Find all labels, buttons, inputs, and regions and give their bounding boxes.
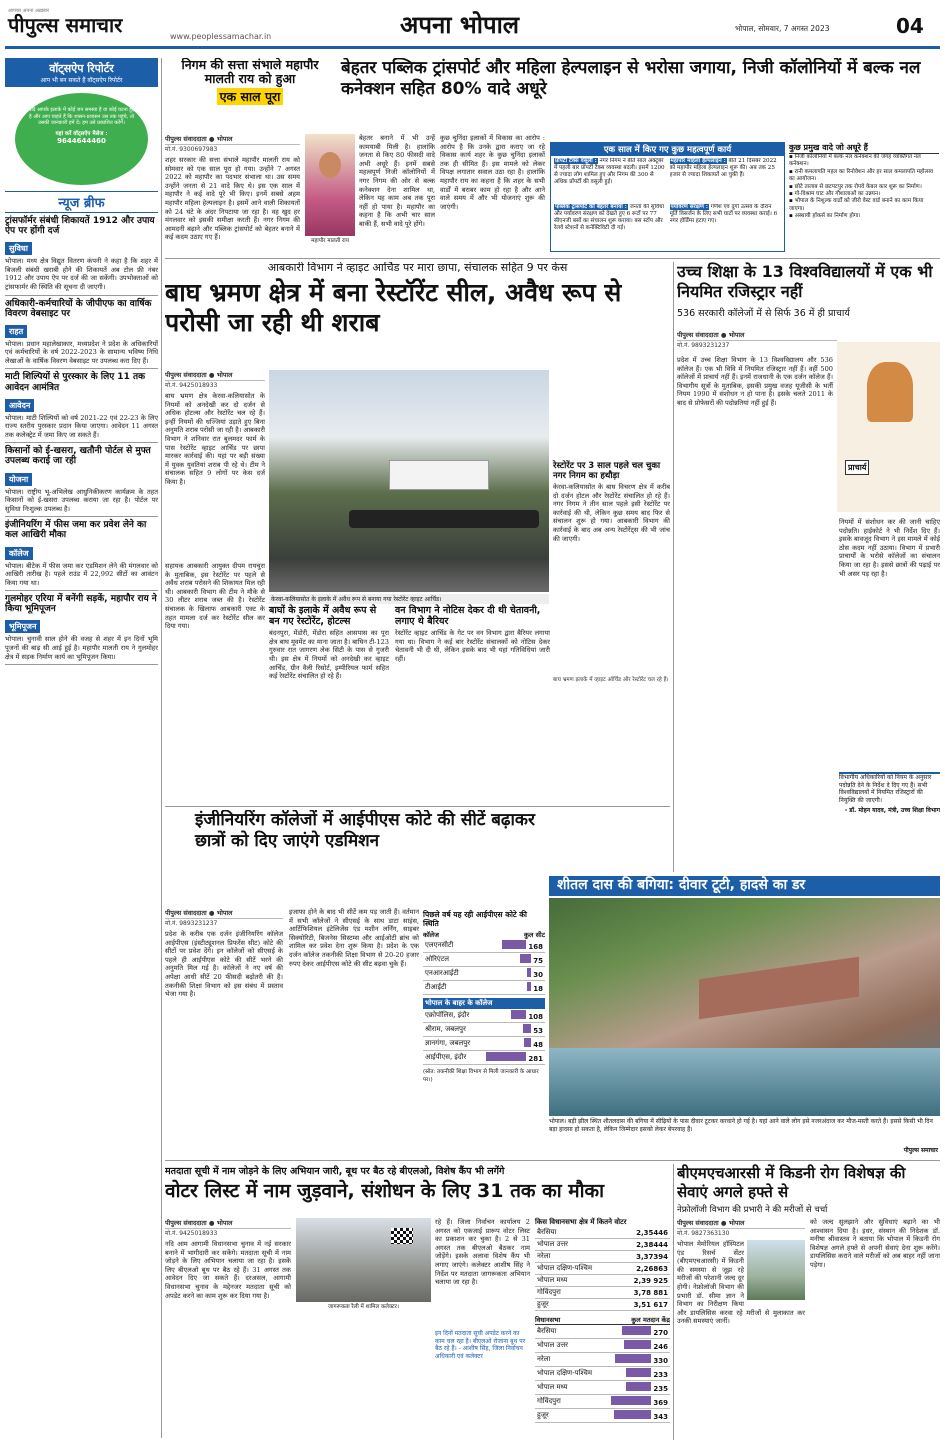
dateline: भोपाल, सोमवार, 7 अगस्त 2023	[735, 24, 830, 33]
registrar-col2: नियमों में संशोधन कर की जानी चाहिए पदोन्नति। हाईकोर्ट ने भी निर्देश दिए हैं। इसके बावजूद विभाग ने इस मामले में कोई ठोस कदम नहीं उठाया। विभाग में प्रभारी प्राचार्यों के भरोसे कॉलेजों का संचालन किया जा रहा है। इससे छात्रों की पढ़ाई पर भी असर पड़ रहा है।	[839, 518, 940, 578]
registrar-story	[677, 262, 940, 872]
bullet-icon: ▪	[789, 191, 795, 198]
section-title: अपना भोपाल	[400, 11, 520, 39]
masthead-rule	[5, 46, 940, 49]
restaurant-photo	[269, 370, 549, 592]
table-row: भोपाल दक्षिण-पश्चिम 2,26863	[537, 1264, 668, 1273]
pending-item: ▪ रानी कमलापति महल का रिनोवेशन और हर साल कमलापति महोत्सव का आयोजन।	[789, 168, 933, 183]
brief-item: अधिकारी-कर्मचारियों के जीपीएफ का वार्षिक विवरण वेबसाइट पर राहत भोपाल। प्रधान महालेखाकार, मध्यप्रदेश ने प्रदेश के अधिकारियों एवं कर्मचारियों के वर्ष 2022-2023 के सामान्य भविष्य निधि लेखाओं के वार्षिक विवरण वेबसाइट पर उपलब्ध करा दिए हैं।	[5, 296, 158, 370]
restaurant-photo-caption: केरवा-कलियासोत के इलाके में अवैध रूप से बनाया गया रेस्टोरेंट व्हाइट आर्चिड।	[269, 594, 549, 604]
rule-top	[165, 258, 940, 259]
liquor-sub2: वन विभाग ने नोटिस देकर दी थी चेतावनी, लगाए थे बैरियर रेस्टोरेंट व्हाइट आर्चिड के गेट पर वन विभाग द्वारा बैरियर लगाया गया था। विभाग ने कई बार रेस्टोरेंट संचालकों को नोटिस देकर चेतावनी भी दी थी, लेकिन इसके बाद भी यहां गतिविधियां जारी रहीं।	[395, 605, 550, 664]
pending-item: ▪ अस्थायी हॉकर्स का निर्माण होगा।	[789, 213, 861, 220]
brief-item: ट्रांसफॉर्मर संबंधी शिकायतें 1912 और उपाय ऐप पर होंगी दर्ज सुविधा भोपाल। मध्य क्षेत्र विद्युत वितरण कंपनी ने कहा है कि शहर में बिजली संबंधी खराबी होने की शिकायतें अब टोल फ्री नंबर 1912 और उपाय ऐप पर दर्ज की जा सकेंगी। उपभोक्ताओं को ट्रांसफार्मर की स्थिति की सूचना दी जाएगी।	[5, 213, 158, 296]
rally-photo: जागरूकता रैली में शामिल कलेक्टर।	[296, 1218, 431, 1310]
table-row: नरेला 3,37394	[537, 1252, 668, 1261]
masthead	[0, 0, 945, 58]
sidebar-divider	[161, 58, 162, 1438]
bullet-icon: ▪	[789, 183, 795, 190]
brief-tag: भूमिपूजन	[5, 620, 40, 633]
voter-counts-table: किस विधानसभा क्षेत्र में कितने वोटर बैरसिया 2,35446 भोपाल उत्तर 2,38444 नरेला 3,37394 भोपाल दक्षिण-पश्चिम 2,26863 भोपाल मध्य 2,39 925 गोविंदपुरा 3,78 881 हुजूर 3,51 617 विधानसभा कुल मतदान केंद्र बैरसिया 270 भोपाल उत्तर 246 नरेला 330 भोपाल दक्षिण-पश्चिम 233 भोपाल मध्य 235 गोविंदपुरा 369 हुजूर 343	[535, 1218, 670, 1421]
table-row: भोपाल मध्य 2,39 925	[537, 1276, 668, 1285]
pending-item: ▪ छोटे तालाब से छटपटपुर तक रोपवे केबल कार शुरू का निर्माण।	[789, 183, 922, 190]
table-row: नरेला 330	[535, 1353, 670, 1367]
divider-mid	[673, 262, 674, 872]
voter-kicker: मतदाता सूची में नाम जोड़ने के लिए अभियान जारी, बूथ पर बैठ रहे बीएलओ, विशेष कैंप भी लगेंगे	[165, 1166, 505, 1177]
page-number: 04	[896, 14, 924, 38]
brief-item: इंजीनियरिंग में फीस जमा कर प्रवेश लेने का कल आखिरी मौका कॉलेज भोपाल। बीटेक में फीस जमा कर एडमिशन लेने की मंगलवार को आखिरी तारीख है। पहले राउंड में 22,992 सीटों का आवंटन किया गया था।	[5, 517, 158, 591]
table-row: श्रीराम, जबलपुर 53	[423, 1023, 545, 1037]
whatsapp-box: वॉट्सऐप रिपोर्टर आप भी बन सकते हैं वॉट्सऐप रिपोर्टर	[5, 58, 158, 87]
news-brief-title: न्यूज ब्रीफ	[5, 191, 158, 213]
engineering-col2: इजाफा होने के बाद भी सीटें कम पड़ जाती हैं। वर्तमान में सभी कॉलेजों ने सीएसई के साथ डाटा साइंस, आर्टिफिशियल इंटेलिजेंस एंड मशीन लर्निंग, साइबर सिक्योरिटी, बिजनेस सिस्टम्स और आईओटी ब्रांच को शामिल कर प्रवेश देना शुरू किया है। प्रदेश के एक दर्जन कॉलेज तकनीकी शिक्षा विभाग से 20-20 हजार रुपए देकर आईपीएस कोटे की सीट बढ़वा चुके हैं।	[289, 908, 419, 968]
water-splash	[549, 1048, 940, 1116]
table-row: भोपाल उत्तर 2,38444	[537, 1240, 668, 1249]
table-row: भोपाल मध्य 235	[535, 1381, 670, 1395]
ips-quota-table: पिछले वर्ष यह रही आईपीएस कोटे की स्थिति कॉलेज कुल सीट एलएनसीटी 168 ओरिएंटल 75 एनआरआईटी 30 टीआईटी 18 भोपाल के बाहर के कॉलेज एक्रोपॉलिस, इंदौर 108 श्रीराम, जबलपुर 53 ज्ञानगंगा, जबलपुर 48 आईपीएस, इंदौर 281 (स्रोत: तकनीकी शिक्षा विभाग से मिली जानकारी के आधार पर।)	[423, 910, 545, 1083]
mayor-headline: निगम की सत्ता संभाले महापौर मालती राय को हुआ एक साल पूरा	[181, 58, 319, 104]
value-bar	[502, 940, 526, 949]
value-bar	[614, 1410, 651, 1419]
bmhrc-col1: पीपुल्स संवाददाता ● भोपाल मो.नं. 9827363130 भोपाल मेमोरियल हॉस्पिटल एंड रिसर्च सेंटर (बीएमएचआरसी) में किडनी की समस्या से जूझ रहे मरीजों की परेशानी जल्द दूर होगी। नेफ्रोलॉजी विभाग की प्रभारी डॉ. सीमा ज्ञान ने विभाग का निरीक्षण किया और डायलिसिस करवा रहे मरीजों से मुलाकात कर उनकी समस्याएं जानीं।	[677, 1219, 805, 1326]
registrar-col1: प्रदेश में उच्च शिक्षा विभाग के 13 विश्वविद्यालय और 536 कॉलेज हैं। एक भी विवि में नियमित रजिस्ट्रार नहीं हैं। वहीं 500 कॉलेजों में प्राचार्य नहीं हैं। इनमें राजधानी के एक दर्जन कॉलेज हैं। विभागीय सूत्रों के मुताबिक, इसकी प्रमुख वजह यूजीसी के भर्ती नियम 1990 में संशोधन न हो पाना है। इसके चलते 2011 के बाद से प्रोफेसरों की पदोन्नतियां नहीं हुई हैं।	[677, 356, 833, 407]
minister-quote: विभागीय अधिकारियों को नियम के अनुसार पदोन्नति देने के निर्देश दे दिए गए हैं। सभी विश्वविद्यालयों में नियमित रजिस्ट्रारों की नियुक्ति की जाएगी। - डॉ. मोहन यादव, मंत्री, उच्च शिक्षा विभाग	[839, 772, 940, 867]
parked-bikes	[349, 510, 539, 528]
achievement-item: पब्लिक ट्रांसपोर्ट को बेहतर बनाया : जनता की सुविधा और पर्यावरण संरक्षण को देखते हुए 6 रूटों पर 77 सीएनजी बसों का संचालन शुरू कराया। बस स्टॉप और रेलवे स्टेशनों से कनेक्टिविटी दी गई।	[554, 204, 664, 231]
brief-item: माटी शिल्पियों से पुरस्कार के लिए 11 तक आवेदन आमंत्रित आवेदन भोपाल। माटी शिल्पियों को वर्ष 2021-22 एवं 22-23 के लिए राज्य स्तरीय पुरस्कार प्रदान किया जाएगा। आवेदन 11 अगस्त तक कलेक्ट्रेट में जमा किए जा सकते हैं।	[5, 369, 158, 443]
mayor-col2: बेहतर बनाने में भी उन्हें कामयाबी मिली है। हालांकि जनता से किए 80 फीसदी वादे अभी अधूरे हैं। इनमें सबसे महत्वपूर्ण निजी कॉलोनियों में नगर निगम की ओर से बल्क कनेक्शन देना शामिल था, लेकिन यह काम अब तक पूरा नहीं हो पाया है। महापौर का कहना है कि अभी चार साल बाकी हैं, सभी वादे पूरे होंगे।	[359, 134, 435, 228]
divider-bottom	[673, 1164, 674, 1440]
table-row: ओरिएंटल 75	[423, 953, 545, 967]
brief-tag: कॉलेज	[5, 547, 33, 560]
bmhrc-sub: नेफ्रोलॉजी विभाग की प्रभारी ने की मरीजों से चर्चा	[677, 1205, 828, 1215]
table-row: आईपीएस, इंदौर 281	[423, 1051, 545, 1065]
value-bar	[527, 968, 531, 977]
liquor-side: रेस्टोरेंट पर 3 साल पहले चल चुका नगर निगम का हथौड़ा केरवा-कलियासोत के बाघ विचरण क्षेत्र में करीब दो दर्जन होटल और रेस्टोरेंट संचालित हो रहे हैं। नगर निगम ने तीन साल पहले इसी रेस्टोरेंट पर कार्रवाई की थी, लेकिन कुछ समय बाद फिर से संचालन शुरू हो गया। आबकारी विभाग की कार्रवाई के बाद अब अन्य रेस्टोरेंट्स की भी जांच की जाएगी। बाघ भ्रमण इलाके में व्हाइट ऑर्चिड और रेस्टोरेंट चल रहे हैं।	[553, 461, 670, 684]
bmhrc-headline: बीएमएचआरसी में किडनी रोग विशेषज्ञ की सेवाएं अगले हफ्ते से	[677, 1164, 906, 1201]
value-bar	[520, 954, 531, 963]
banner-headline: बेहतर पब्लिक ट्रांसपोर्ट और महिला हेल्पलाइन से भरोसा जगाया, निजी कॉलोनियों में बल्क नल कनेक्शन सहित 80% वादे अधूरे	[341, 58, 921, 99]
table-row: एलएनसीटी 168	[425, 941, 543, 951]
achievement-item: महापौर महिला हेल्पलाइन : बीते 21 दिसंबर 2022 को महापौर महिला हेल्पलाइन शुरू की। अब तक 25 हजार से ज्यादा शिकायतें आ चुकी हैं।	[669, 158, 777, 178]
brief-item: किसानों को ई-खसरा, खतौनी पोर्टल से मुफ्त उपलब्ध कराई जा रही योजना भोपाल। राष्ट्रीय भू-अभिलेख आधुनिकीकरण कार्यक्रम के तहत किसानों को ई-खसरा उपलब्ध कराया जा रहा है। पोर्टल पर सुविधा निःशुल्क उपलब्ध है।	[5, 443, 158, 517]
table-row: एनआरआईटी 30	[423, 967, 545, 981]
building-sign	[389, 460, 489, 490]
brief-tag: योजना	[5, 473, 32, 486]
table-row: गोविंदपुरा 369	[535, 1395, 670, 1409]
mayor-story	[165, 58, 940, 258]
liquor-col1: पीपुल्स संवाददाता ● भोपाल मो.नं. 9425018933 बाघ भ्रमण क्षेत्र केरवा-कलियासोत के नियमों को अनदेखी कर दो दर्जन से अधिक होटल्स और रेस्टोरेंट चल रहे हैं। इन्हीं नियमों की धज्जियां उड़ाते हुए बिना अनुमति शराब परोसी जा रही है। आबकारी विभाग ने शनिवार रात बुलमदर फार्म के पास रेस्टोरेंट व्हाइट आर्चिड पर छापा मारकर कार्रवाई की। यहां पर बड़ी संख्या में युवक युवतियां शराब पी रहे थे। टीम ने संचालक सहित 9 लोगों पर केस दर्ज किया है। सहायक आबकारी आयुक्त दीपम रायचुरा के मुताबिक, इस रेस्टोरेंट पर पहले से अवैध शराब परोसने की शिकायत मिल रही थी। आबकारी विभाग की टीम ने मौके से 30 लीटर शराब जब्त की है। रेस्टोरेंट संचालक के खिलाफ आबकारी एक्ट के तहत मामला दर्ज कर रेस्टोरेंट सील कर दिया गया।	[165, 371, 265, 631]
achievements-box: एक साल में किए गए कुछ महत्वपूर्ण कार्य प्रॉपर्टी टैक्स वसूली : नगर निगम ने बीते साल अक्टूबर में पहली बार प्रॉपर्टी टैक्स व्यवस्था बदली। इसमें 1200 से ज्यादा लोग शामिल हुए और निगम की 300 से अधिक प्रॉपर्टी की वसूली हुई। महापौर महिला हेल्पलाइन : बीते 21 दिसंबर 2022 को महापौर महिला हेल्पलाइन शुरू की। अब तक 25 हजार से ज्यादा शिकायतें आ चुकी हैं। पब्लिक ट्रांसपोर्ट को बेहतर बनाया : जनता की सुविधा और पर्यावरण संरक्षण को देखते हुए 6 रूटों पर 77 सीएनजी बसों का संचालन शुरू कराया। बस स्टॉप और रेलवे स्टेशनों से कनेक्टिविटी दी गई। पर्यावरण संरक्षण : गणेश एवं दुर्गा उत्सव के दौरान मूर्ति विसर्जन के लिए सभी घाटों पर व्यवस्था कराई। 6 नगर होर्डिंग्स हटाए गए।	[550, 142, 785, 252]
table-row: हुजूर 3,51 617	[537, 1300, 668, 1309]
table-row: भोपाल उत्तर 246	[535, 1339, 670, 1353]
value-bar	[611, 1396, 651, 1405]
brief-tag: राहत	[5, 325, 27, 338]
engineering-col1: पीपुल्स संवाददाता ● भोपाल मो.नं. 9893231237 प्रदेश के करीब एक दर्जन इंजीनियरिंग कॉलेज आईपीएस (इंस्टीट्यूशनल प्रिफरेंस सीट) कोटे की सीटों पर प्रवेश देंगे। इन कॉलेजों को सीएसई के पहले ही आईपीएस कोटे की सीटें भरने की अनुमति मिल गई है। कॉलेजों ने नए वर्ष की अपेक्षा आधी सीटें 20 फीसदी बढ़ोतरी की है। तकनीकी शिक्षा विभाग को इस संबंध में प्रस्ताव भेजा गया है।	[165, 909, 283, 999]
voter-story	[165, 1164, 670, 1440]
liquor-headline: बाघ भ्रमण क्षेत्र में बना रेस्टॉरेंट सील, अवैध रूप से परोसी जा रही थी शराब	[165, 278, 622, 338]
table-row: बैरसिया 2,35446	[537, 1228, 668, 1237]
bullet-icon: ▪	[789, 168, 795, 175]
pending-item: ▪ भोपाल के निशुल्क वार्डों को जीरो वेस्ट वार्ड बनाने का काम किया जाएगा।	[789, 198, 924, 212]
value-bar	[622, 1326, 651, 1335]
garden-photo	[549, 898, 940, 1116]
voter-headline: वोटर लिस्ट में नाम जुड़वाने, संशोधन के लिए 31 तक का मौका	[165, 1180, 605, 1202]
registrar-byline: पीपुल्स संवाददाता ● भोपाल मो.नं. 9893231237	[677, 330, 837, 349]
value-bar	[626, 1368, 651, 1377]
garden-caption: भोपाल। बड़ी झील स्थित शीतलदास की बगिया में सीढ़ियों के पास दीवार टूटकर करवाने हो गई है। यहां आने वाले लोग इसे नजरअंदाज कर मौज-मस्ती करते हैं। इससे किसी भी दिन बड़ा हादसा हो सकता है, लेकिन जिम्मेदार इसको लेकर बेपरवाह हैं।	[549, 1118, 933, 1133]
whatsapp-bubble: यदि आपके इलाके में कोई जन समस्या है या कोई घटना हुई है और आप चाहते हैं कि शासन-प्रशासन उस तक पहुंचे, तो उसकी जानकारी हमें दें। हम उसे प्रकाशित करेंगे। यहां करें वॉट्सऐप मैसेज : 9644644460	[15, 93, 148, 185]
hospital-photo	[747, 1240, 805, 1300]
rule-voter	[165, 1160, 940, 1161]
cartoon	[837, 342, 940, 512]
brief-list	[5, 213, 158, 665]
voter-col2: रहे हैं। जिला निर्वाचन कार्यालय 2 अगस्त को एकजाई प्रारूप वोटर लिस्ट का प्रकाशन कर चुका है। 2 से 31 अगस्त तक बीएलओ बैठकर नाम जोड़ेंगे। इसके अलावा विशेष कैंप भी लगाए जाएंगे। कलेक्टर आशीष सिंह ने निर्देश पर मतदाता जागरूकता अभियान चलाया जा रहा है।	[435, 1218, 530, 1287]
registrar-sub: 536 सरकारी कॉलेजों में से सिर्फ 36 में ही प्राचार्य	[677, 308, 850, 319]
table-row: हुजूर 343	[535, 1409, 670, 1423]
table-row: बैरसिया 270	[537, 1327, 668, 1337]
voter-col1: पीपुल्स संवाददाता ● भोपाल मो.नं. 9425018933 नदि आम आगामी विधानसभा चुनाव में नई सरकार बनाने में भागीदारी कर सकेंगे। मतदाता सूची में नाम जोड़ने के लिए अभियान चलाया जा रहा है। इसके लिए बीएलओ बूथ पर बैठ रहे हैं। 31 अगस्त तक आवेदन दिए जा सकते हैं। दरअसल, आगामी विधानसभा चुनाव के मद्देनजर मतदाता सूची को अपडेट करने का काम शुरू कर दिया गया है।	[165, 1219, 291, 1300]
value-bar	[511, 1010, 526, 1019]
pending-item: ▪ निजी कॉलोनियों में बल्क नल कनेक्शन की जगह व्यक्तिगत नल कनेक्शन।	[789, 154, 921, 168]
voter-note: इन दिनों मतदाता सूची अपडेट करने का काम चल रहा है। बीएलओ रोजाना बूथ पर बैठ रहे हैं। - आशीष सिंह, जिला निर्वाचन अधिकारी एवं कलेक्टर	[435, 1330, 526, 1360]
value-bar	[624, 1340, 651, 1349]
whatsapp-phone[interactable]: 9644644460	[57, 136, 106, 145]
rule-eng	[165, 806, 670, 807]
garden-headline: शीतल दास की बगिया: दीवार टूटी, हादसे का डर	[549, 876, 940, 896]
liquor-sub1: बाघों के इलाके में अवैध रूप से बन गए रेस्टोरेंट, होटल्स बंदनपुरा, मेंडोरी, मेंडोरा सहित आसपास का पूरा क्षेत्र बाघ मूवमेंट का माना जाता है। बाघिन टी-123 गुरुवार रात जागरण लेक सिटी के पास से गुजरी थी। इस क्षेत्र में नियमों को अनदेखी कर व्हाइट आर्चिड, ग्रीन वैली रिसोर्ट, इम्पीरियल फार्म सहित कई रेस्टोरेंट संचालित हो रहे हैं।	[269, 605, 389, 681]
bullet-icon: ▪	[789, 198, 795, 205]
table-row: टीआईटी 18	[423, 981, 545, 995]
sidebar	[5, 58, 158, 1438]
statue-figure	[867, 362, 913, 422]
site-url[interactable]: www.peoplessamachar.in	[170, 32, 272, 41]
bullet-icon: ▪	[789, 154, 795, 160]
brief-tag: आवेदन	[5, 399, 34, 412]
achievement-item: प्रॉपर्टी टैक्स वसूली : नगर निगम ने बीते साल अक्टूबर में पहली बार प्रॉपर्टी टैक्स व्यवस्था बदली। इसमें 1200 से ज्यादा लोग शामिल हुए और निगम की 300 से अधिक प्रॉपर्टी की वसूली हुई।	[554, 158, 665, 185]
brief-item: गुलमोहर एरिया में बनेंगी सड़कें, महापौर राय ने किया भूमिपूजन भूमिपूजन भोपाल। चुनावी साल होने की वजह से शहर में इन दिनों भूमि पूजनों की बाढ़ सी आई हुई है। महापौर मालती राय ने गुलमोहर क्षेत्र में सड़क निर्माण कार्य का भूमिपूजन किया।	[5, 591, 158, 665]
value-bar	[615, 1354, 651, 1363]
table-row: गोविंदपुरा 3,78 881	[537, 1288, 668, 1297]
mayor-face	[319, 152, 341, 178]
mayor-col1: पीपुल्स संवाददाता ● भोपाल मो.नं. 9300697983 शहर सरकार की सत्ता संभाले महापौर मालती राय को सोमवार को एक साल पूरा हो गया। उन्होंने 7 अगस्त 2022 को महापौर का पदभार संभाला था। उस समय उन्होंने जनता से 21 वादे किए थे। इस एक साल में महापौर ने कई वादे पूरे भी किए। इनमें सबसे अहम महापौर महिला हेल्पलाइन है। इसमें आने वाली शिकायतों को 24 घंटे के अंदर निपटाया जा रहा है। वह खुद हर मंगलवार को इसकी समीक्षा करती हैं। नगर निगम की आमदनी बढ़ाने और पब्लिक ट्रांसपोर्ट को बेहतर बनाने में कई कदम उठाए गए हैं।	[165, 135, 300, 242]
table-row: एक्रोपॉलिस, इंदौर 108	[425, 1011, 543, 1021]
value-bar	[524, 1038, 531, 1047]
bmhrc-story	[677, 1164, 940, 1440]
brand-logo: आपका अपना अख़बार पीपुल्स समाचार	[8, 8, 123, 37]
registrar-headline: उच्च शिक्षा के 13 विश्वविद्यालयों में एक भी नियमित रजिस्ट्रार नहीं	[677, 262, 933, 301]
brief-tag: सुविधा	[5, 242, 32, 255]
mayor-photo: महापौर मालती राय	[305, 134, 355, 244]
achievement-item: पर्यावरण संरक्षण : गणेश एवं दुर्गा उत्सव के दौरान मूर्ति विसर्जन के लिए सभी घाटों पर व्यवस्था कराई। 6 नगर होर्डिंग्स हटाए गए।	[669, 204, 778, 224]
value-bar	[527, 982, 531, 991]
value-bar	[523, 1024, 531, 1033]
liquor-kicker: आबकारी विभाग ने व्हाइट आर्चिड पर मारा छापा, संचालक सहित 9 पर केस	[267, 262, 568, 274]
table-row: भोपाल दक्षिण-पश्चिम 233	[535, 1367, 670, 1381]
table-row: ज्ञानगंगा, जबलपुर 48	[423, 1037, 545, 1051]
flag	[391, 1228, 413, 1244]
liquor-story	[165, 262, 670, 802]
broken-wall	[699, 957, 859, 1019]
engineering-headline: इंजीनियरिंग कॉलेजों में आईपीएस कोटे की सीटें बढ़ाकर छात्रों को दिए जाएंगे एडमिशन	[195, 810, 535, 851]
mayor-col3: कुछ चुनिंदा इलाकों में विकास का आरोप : आरोप है कि उनके द्वारा कराए जा रहे विकास कार्य शहर के कुछ चुनिंदा इलाकों तक ही सीमित हैं। इस मामले को लेकर विपक्ष लगातार सवाल उठा रहा है। हालांकि महापौर राय का कहना है कि शहर के सभी वार्डों में बराबर काम हो रहा है और आने वाले समय में और भी योजनाएं शुरू की जाएंगी।	[440, 134, 545, 211]
bullet-icon: ▪	[789, 213, 795, 220]
pending-item: ▪ गो-विश्राम घाट और गौशालाओं का उन्नयन।	[789, 191, 881, 198]
pending-box: कुछ प्रमुख वादे जो अधूरे हैं ▪ निजी कॉलोनियों में बल्क नल कनेक्शन की जगह व्यक्तिगत नल कनेक्शन। ▪ रानी कमलापति महल का रिनोवेशन और हर साल कमलापति महोत्सव का आयोजन। ▪ छोटे तालाब से छटपटपुर तक रोपवे केबल कार शुरू का निर्माण। ▪ गो-विश्राम घाट और गौशालाओं का उन्नयन। ▪ भोपाल के निशुल्क वार्डों को जीरो वेस्ट वार्ड बनाने का काम किया जाएगा। ▪ अस्थायी हॉकर्स का निर्माण होगा।	[789, 142, 939, 252]
garden-story: शीतल दास की बगिया: दीवार टूटी, हादसे का डर भोपाल। बड़ी झील स्थित शीतलदास की बगिया में सीढ़ियों के पास दीवार टूटकर करवाने हो गई है। यहां आने वाले लोग इसे नजरअंदाज कर मौज-मस्ती करते हैं। इससे किसी भी दिन बड़ा हादसा हो सकता है, लेकिन जिम्मेदार इसको लेकर बेपरवाह हैं। पीपुल्स समाचार	[549, 877, 938, 1154]
bmhrc-col2: को जल्द सुलझाने और सुविधाएं बढ़ाने का भी आश्वासन दिया है। इधर, संस्थान की निदेशक डॉ. मनीषा श्रीवास्तव ने बताया कि भोपाल में किडनी रोग विशेषज्ञ अगले हफ्ते से अपनी सेवाएं देना शुरू करेंगे। डायलिसिस कराने वाले मरीजों को अब बाहर नहीं जाना पड़ेगा।	[810, 1218, 940, 1269]
engineering-story	[165, 810, 545, 1158]
value-bar	[626, 1382, 651, 1391]
value-bar	[486, 1052, 526, 1061]
cartoon-label: प्राचार्य	[845, 460, 869, 475]
